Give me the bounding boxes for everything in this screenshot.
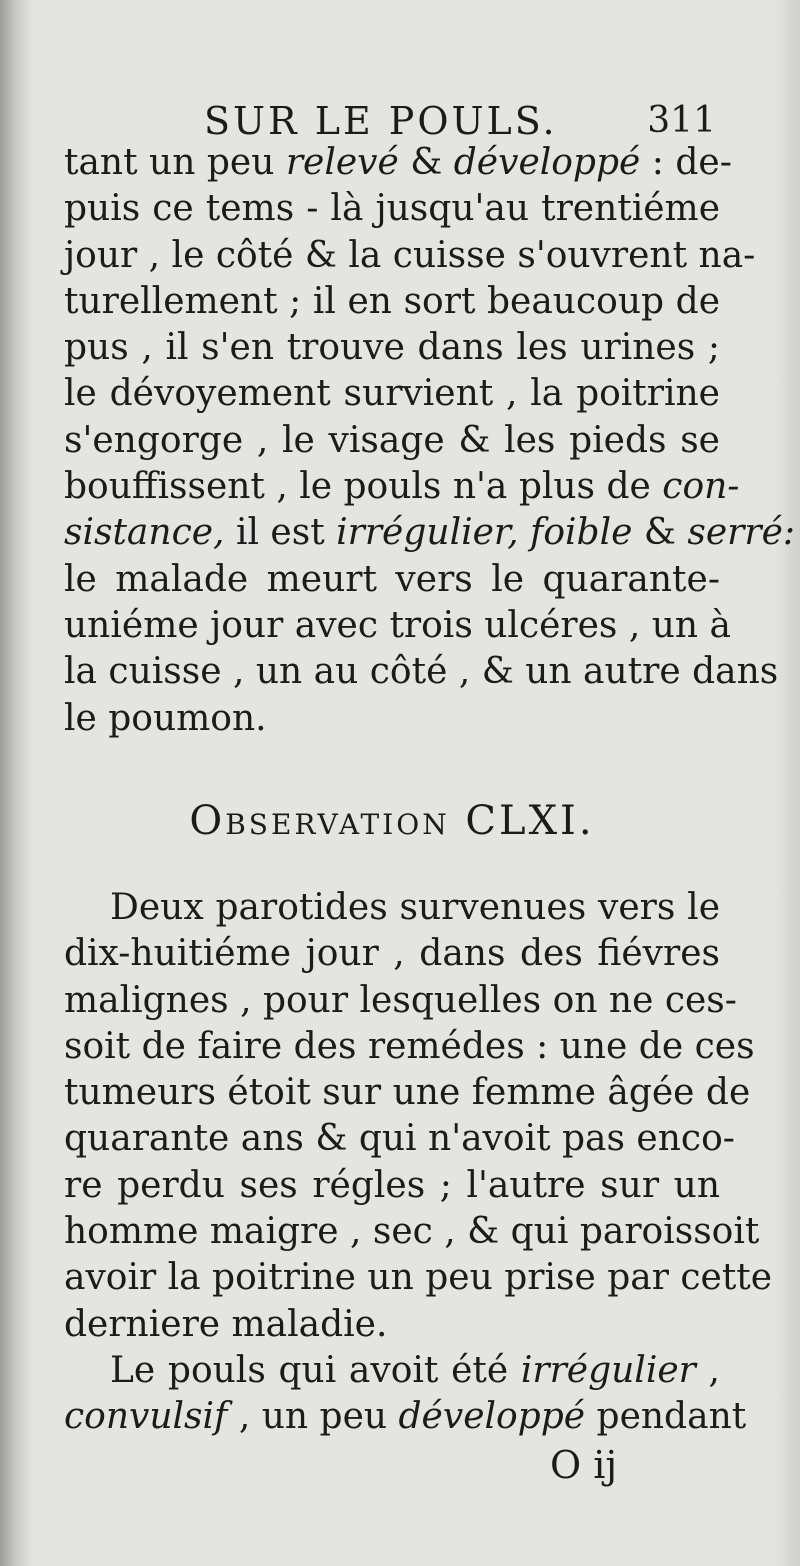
text-run: jour , le côté & la cuisse s'ouvrent na- xyxy=(64,234,756,276)
text-run: Le pouls qui avoit été xyxy=(110,1349,521,1391)
text-line xyxy=(64,649,779,695)
text-run: tumeurs étoit sur une femme âgée de xyxy=(64,1072,751,1114)
signature-mark: O ij xyxy=(550,1443,618,1487)
italic-term: relevé xyxy=(285,142,399,183)
page-number: 311 xyxy=(647,100,716,141)
text-line xyxy=(64,1163,720,1209)
text-line xyxy=(64,603,732,649)
text-line xyxy=(64,279,720,325)
text-line xyxy=(64,557,720,603)
text-line xyxy=(64,696,720,742)
text-run: , un peu xyxy=(227,1396,399,1438)
gutter-shadow xyxy=(0,0,34,1566)
text-line xyxy=(64,931,720,977)
text-line xyxy=(64,371,720,417)
text-line xyxy=(64,978,737,1024)
paragraph-observation xyxy=(64,885,773,1441)
italic-term: développé xyxy=(398,1396,586,1438)
text-line xyxy=(64,325,720,371)
page-header xyxy=(64,96,720,146)
text-line xyxy=(64,1209,760,1255)
text-run: turellement ; il en sort beaucoup de xyxy=(64,280,720,322)
text-line xyxy=(64,1348,720,1394)
text-run: s'engorge , le visage & les pieds se xyxy=(64,419,720,461)
italic-term: convulsif xyxy=(64,1396,228,1438)
text-run: Deux parotides survenues vers le xyxy=(110,887,720,928)
text-run: re perdu ses régles ; l'autre sur un xyxy=(64,1164,720,1206)
text-run: le malade meurt vers le quarante- xyxy=(64,558,720,600)
text-run: pus , il s'en trouve dans les urines ; xyxy=(64,327,720,369)
italic-term: con- xyxy=(662,466,740,508)
text-run: bouffissent , le pouls n'a plus de xyxy=(64,466,663,508)
text-run: & xyxy=(398,142,454,183)
page-edge xyxy=(774,0,800,1566)
text-run: avoir la poitrine un peu prise par cette xyxy=(64,1257,773,1299)
italic-term: irrégulier xyxy=(520,1349,696,1391)
text-run: le dévoyement survient , la poitrine xyxy=(64,373,720,415)
running-title: SUR LE POULS. xyxy=(204,99,558,143)
section-heading: Observation CLXI. xyxy=(189,798,595,844)
italic-term: irrégulier, foible xyxy=(336,512,633,554)
text-run: & xyxy=(632,512,688,554)
italic-term: serré: xyxy=(687,512,796,554)
text-run: soit de faire des remédes : une de ces xyxy=(64,1025,755,1067)
text-line xyxy=(64,1394,747,1440)
text-run: derniere maladie. xyxy=(64,1303,388,1345)
paragraph-continuation xyxy=(64,140,796,742)
text-line xyxy=(64,1302,720,1348)
text-run: puis ce tems - là jusqu'au trentiéme xyxy=(64,188,720,230)
text-run: quarante ans & qui n'avoit pas enco- xyxy=(64,1118,735,1160)
italic-term: sistance, xyxy=(64,512,225,554)
text-line xyxy=(64,1024,755,1070)
text-line xyxy=(64,233,756,279)
text-line xyxy=(64,1070,751,1116)
italic-term: développé xyxy=(453,142,641,183)
text-run: : de- xyxy=(640,142,732,183)
text-line xyxy=(64,418,720,464)
text-run: malignes , pour lesquelles on ne ces- xyxy=(64,979,737,1021)
text-line xyxy=(64,510,796,556)
text-line xyxy=(64,464,740,510)
text-line xyxy=(64,1255,773,1301)
text-line xyxy=(64,186,720,232)
text-run: il est xyxy=(224,512,337,554)
text-line xyxy=(64,140,732,186)
text-run: pendant xyxy=(585,1396,747,1438)
text-line xyxy=(64,1116,735,1162)
text-run: uniéme jour avec trois ulcéres , un à xyxy=(64,604,732,646)
text-run: le poumon. xyxy=(64,697,267,739)
text-run: la cuisse , un au côté , & un autre dans xyxy=(64,651,779,693)
text-run: homme maigre , sec , & qui paroissoit xyxy=(64,1211,760,1253)
text-run: , xyxy=(695,1349,720,1391)
text-run: dix-huitiéme jour , dans des fiévres xyxy=(64,933,720,975)
text-run: tant un peu xyxy=(64,142,286,183)
text-line xyxy=(64,885,720,931)
